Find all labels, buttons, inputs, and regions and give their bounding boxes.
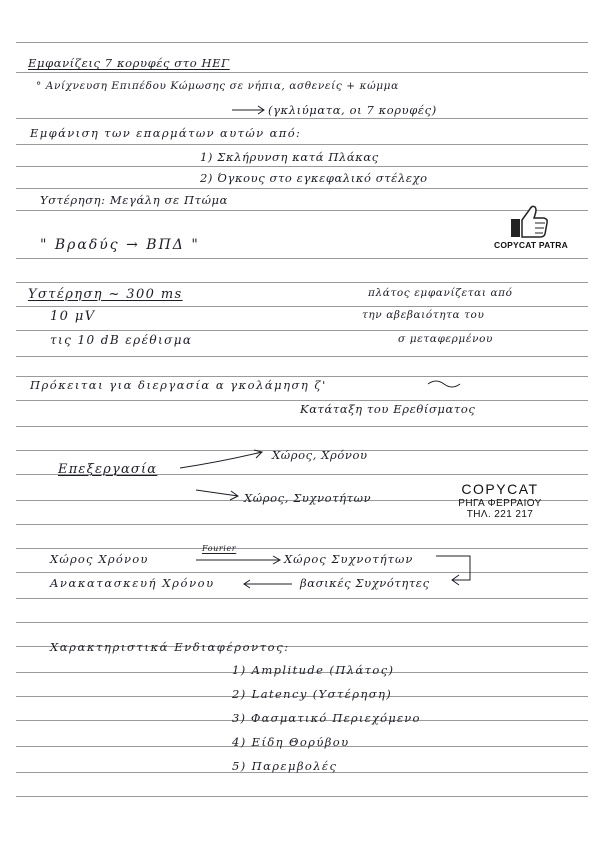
note-line-22: Ανακατασκευή Χρόνου (50, 576, 215, 590)
note-line-8: " Βραδύς → ΒΠΔ " (40, 237, 200, 253)
note-line-5: 1) Σκλήρυνση κατά Πλάκας (200, 150, 379, 164)
arrow-icon (196, 556, 280, 564)
note-line-18: Χώρος, Χρόνου (272, 448, 368, 462)
note-line-21: Χώρος Συχνοτήτων (284, 552, 414, 566)
arrow-icon (232, 106, 264, 114)
note-line-9: Υστέρηση ~ 300 ms (28, 287, 183, 302)
note-line-23: βασικές Συχνότητες (300, 576, 430, 590)
note-line-24: Χαρακτηριστικά Ενδιαφέροντος: (50, 640, 290, 654)
note-line-27: 3) Φασματικό Περιεχόμενο (232, 711, 421, 725)
note-line-25: 1) Amplitude (Πλάτος) (232, 663, 395, 677)
note-line-29: 5) Παρεμβολές (232, 759, 338, 773)
note-line-17: Επεξεργασία (58, 462, 158, 477)
note-line-6: 2) Όγκους στο εγκεφαλικό στέλεχο (200, 171, 428, 185)
arrow-icon (180, 450, 262, 468)
fourier-label: Fourier (202, 544, 237, 553)
stamp-logo-text: COPYCAT PATRA (494, 240, 568, 250)
note-line-20: Χώρος Χρόνου (50, 552, 149, 566)
return-arrow-icon (436, 556, 470, 585)
thumbs-up-icon (509, 203, 549, 241)
note-line-14: σ μεταφερμένου (398, 333, 493, 345)
note-line-28: 4) Είδη Θορύβου (232, 735, 350, 749)
stamp-line-2: ΡΗΓΑ ΦΕΡΡΑΙΟΥ (458, 498, 542, 509)
scribble-icon (428, 381, 460, 387)
note-line-3: (γκλιύματα, οι 7 κορυφές) (268, 103, 437, 117)
note-line-1: Εμφανίζεις 7 κορυφές στο ΗΕΓ (28, 56, 230, 70)
note-line-7: Υστέρηση: Μεγάλη σε Πτώμα (40, 193, 228, 207)
copycat-stamp (440, 481, 560, 520)
stamp-line-3: ΤΗΛ. 221 217 (466, 509, 534, 520)
stamp-line-1: COPYCAT (461, 481, 539, 497)
note-line-15: Πρόκειται για διεργασία α γκολάμηση ζ' (30, 378, 327, 392)
note-line-11: 10 μV (50, 309, 96, 324)
note-line-16: Κατάταξη του Ερεθίσματος (300, 402, 476, 416)
note-line-13: τις 10 dB ερέθισμα (50, 333, 193, 347)
note-line-26: 2) Latency (Υστέρηση) (232, 687, 393, 701)
note-line-10: πλάτος εμφανίζεται από (368, 287, 513, 299)
arrow-icon (196, 490, 238, 500)
note-line-19: Χώρος, Συχνοτήτων (244, 491, 372, 505)
note-line-4: Εμφάνιση των επαρμάτων αυτών από: (30, 126, 302, 140)
note-line-12: την αβεβαιότητα του (362, 309, 485, 321)
note-line-2: ° Ανίχνευση Επιπέδου Κώμωσης σε νήπια, ασθενείς + κώμμα (36, 80, 399, 92)
arrow-icon (244, 580, 292, 588)
